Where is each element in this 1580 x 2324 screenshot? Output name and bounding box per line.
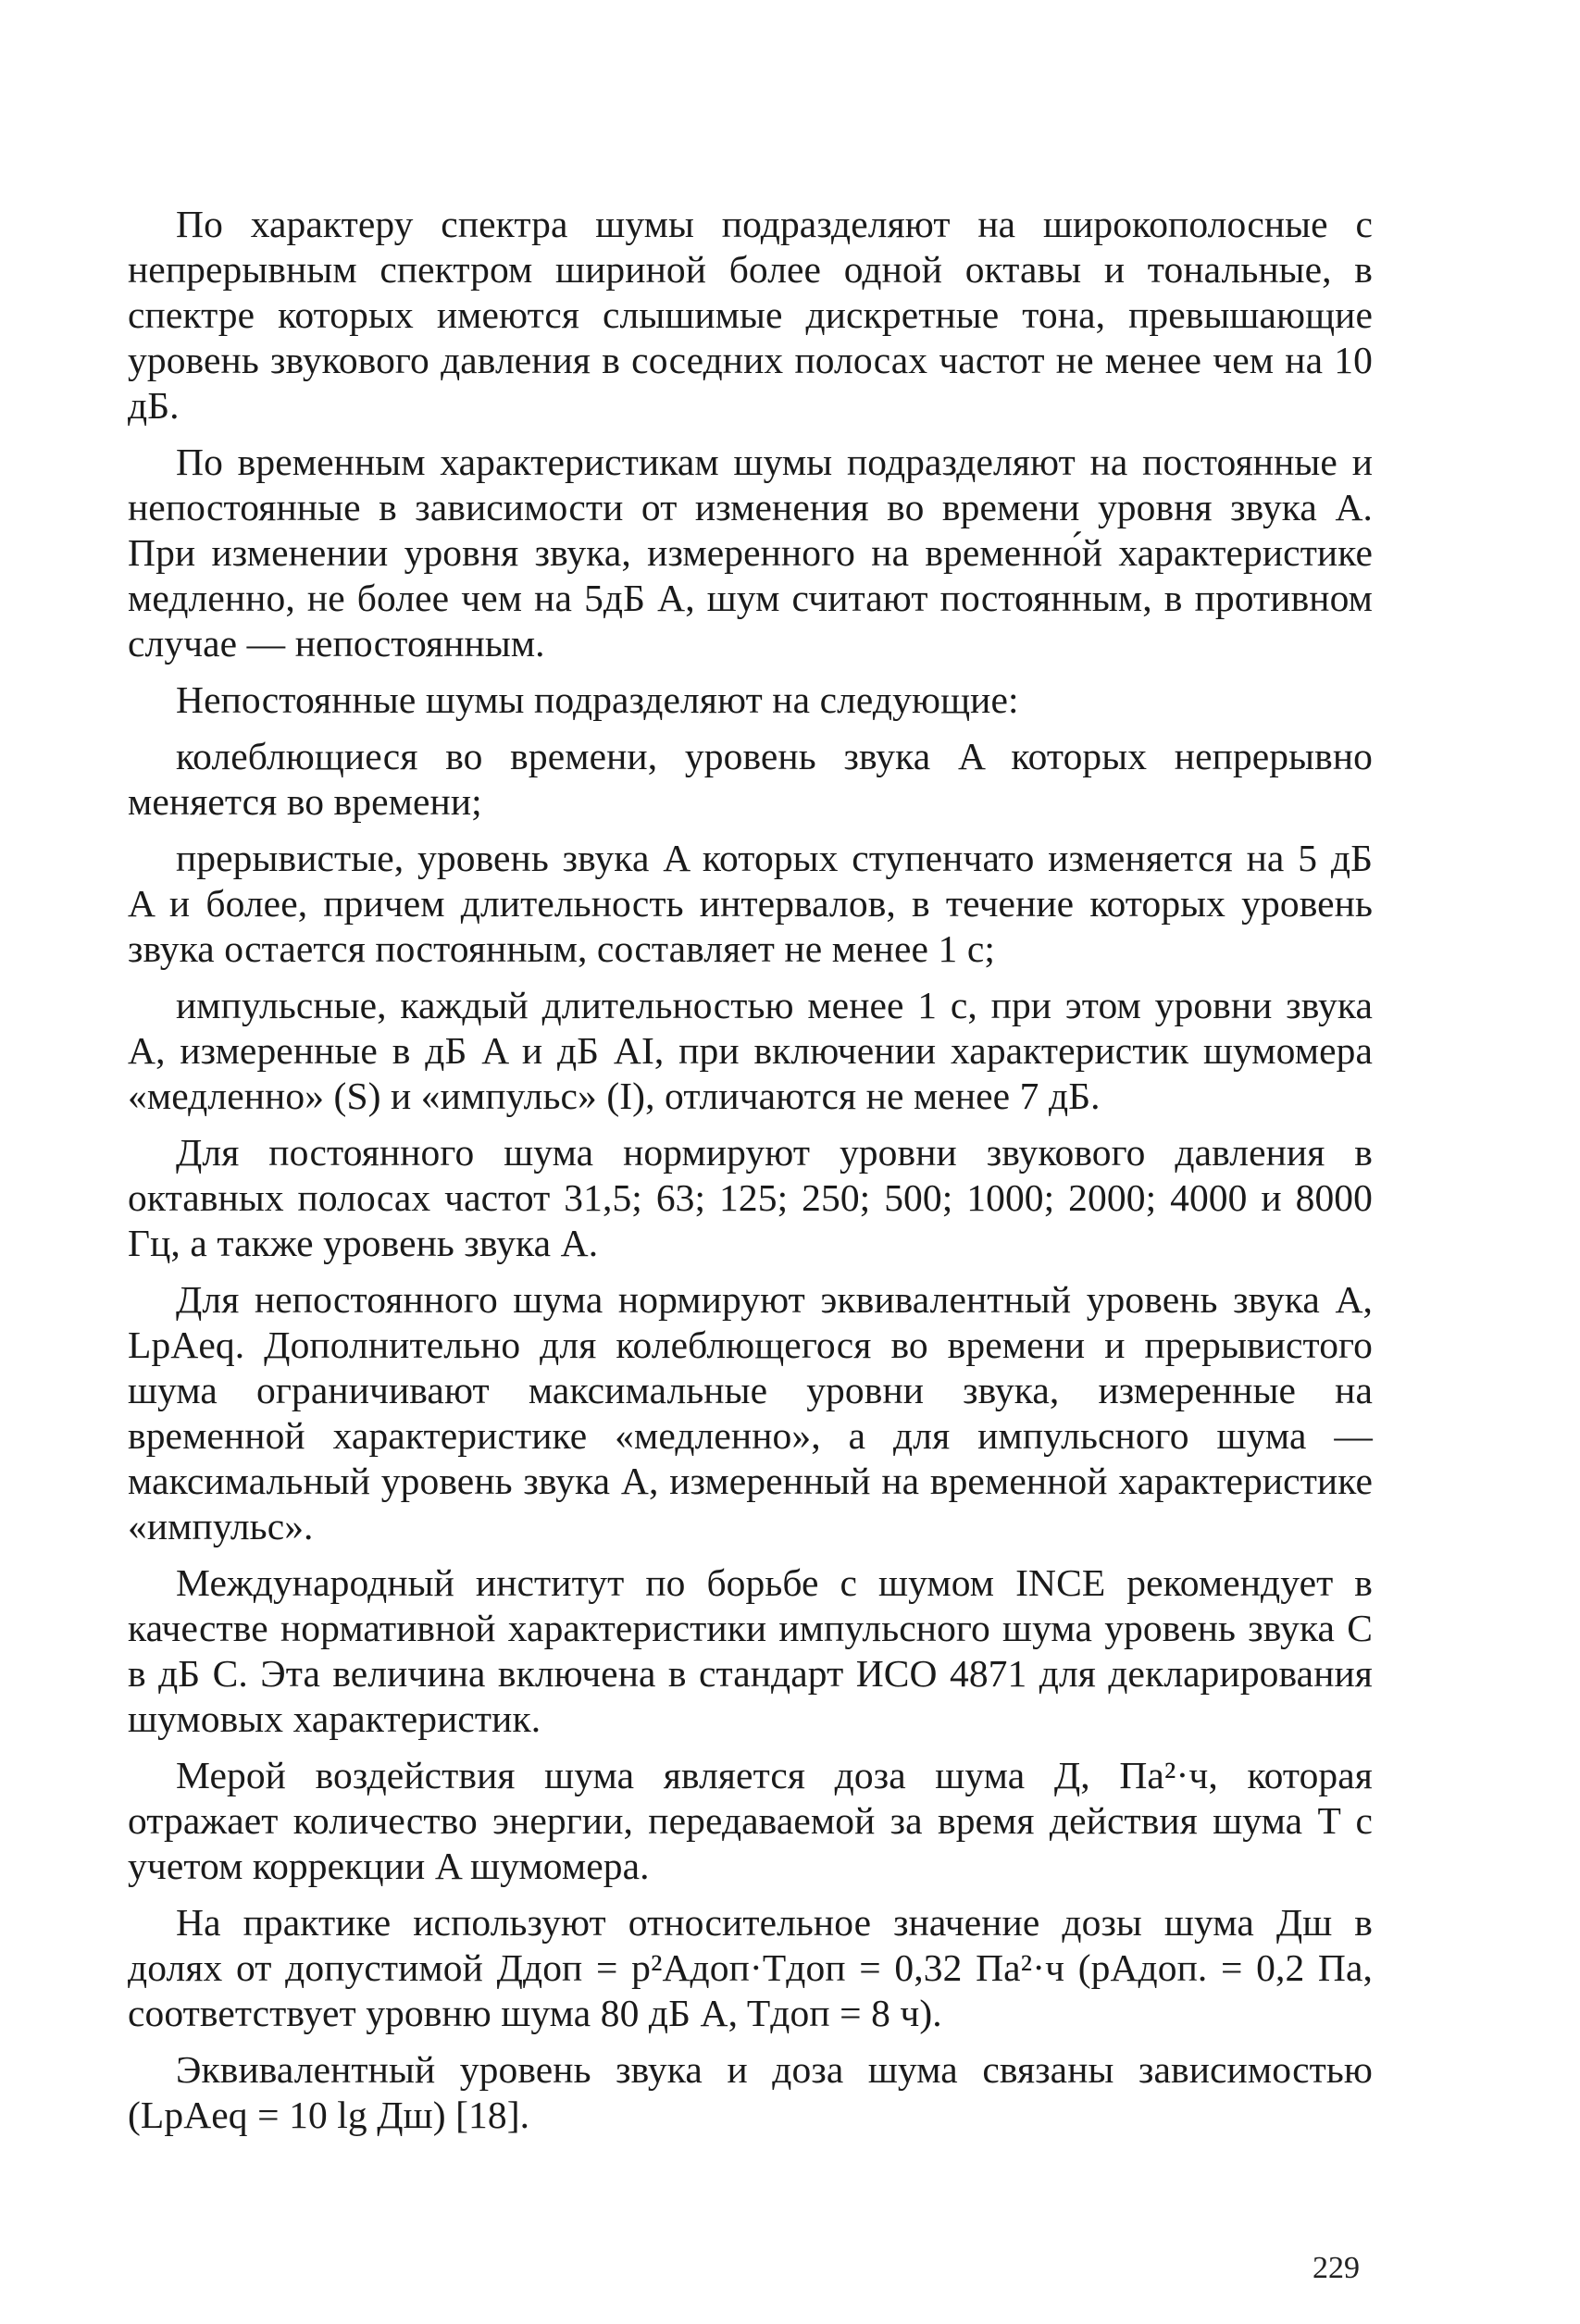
paragraph-temporal: По временным характеристикам шумы подразделяют на постоянные и непостоянные в зависимости от изменения во времени уровня звука A. При изменении уровня звука, измеренного на временно́й характеристике медленно, не более чем на 5дБ A, шум считают постоянным, в противном случае — непостоянным. (128, 441, 1373, 665)
paragraph-nonconstant-norm: Для непостоянного шума нормируют эквивалентный уровень звука A, LpAeq. Дополнительно для колеблющегося во времени и прерывистого шума ограничивают максимальные уровни звука, измеренные на временной характеристике «медленно», а для импульсного шума — максимальный уровень звука A, измеренный на временной характеристике «импульс». (128, 1278, 1373, 1547)
list-item-impulsive: импульсные, каждый длительностью менее 1 с, при этом уровни звука A, измеренные в дБ A и дБ AI, при включении характеристик шумомера «медленно» (S) и «импульс» (I), отличаются не менее 7 дБ. (128, 984, 1373, 1117)
paragraph-spectrum: По характеру спектра шумы подразделяют на широкополосные с непрерывным спектром шириной более одной октавы и тональные, в спектре которых имеются слышимые дискретные тона, превышающие уровень звукового давления в соседних полосах частот не менее чем на 10 дБ. (128, 203, 1373, 427)
list-item-fluctuating: колеблющиеся во времени, уровень звука A которых непрерывно меняется во времени; (128, 735, 1373, 823)
paragraph-relative-dose: На практике используют относительное значение дозы шума Дш в долях от допустимой Ддоп = p²Адоп·Tдоп = 0,32 Па²·ч (pAдоп. = 0,2 Па, соответствует уровню шума 80 дБ A, Tдоп = 8 ч). (128, 1901, 1373, 2034)
paragraph-dose: Мерой воздействия шума является доза шума Д, Па²·ч, которая отражает количество энергии, передаваемой за время действия шума T с учетом коррекции A шумомера. (128, 1754, 1373, 1887)
body-text (128, 202, 1373, 2149)
paragraph-intro-nonconstant: Непостоянные шумы подразделяют на следующие: (176, 678, 1019, 721)
page-number: 229 (1313, 2251, 1360, 2285)
paragraph-relation: Эквивалентный уровень звука и доза шума связаны зависимостью (LpAeq = 10 lg Дш) [18]. (128, 2048, 1373, 2136)
list-item-intermittent: прерывистые, уровень звука A которых ступенчато изменяется на 5 дБ A и более, причем длительность интервалов, в течение которых уровень звука остается постоянным, составляет не менее 1 с; (128, 837, 1373, 970)
paragraph-constant-norm: Для постоянного шума нормируют уровни звукового давления в октавных полосах частот 31,5; 63; 125; 250; 500; 1000; 2000; 4000 и 8000 Гц, а также уровень звука A. (128, 1131, 1373, 1264)
paragraph-ince: Международный институт по борьбе с шумом INCE рекомендует в качестве нормативной характеристики импульсного шума уровень звука C в дБ C. Эта величина включена в стандарт ИСО 4871 для декларирования шумовых характеристик. (128, 1561, 1373, 1740)
